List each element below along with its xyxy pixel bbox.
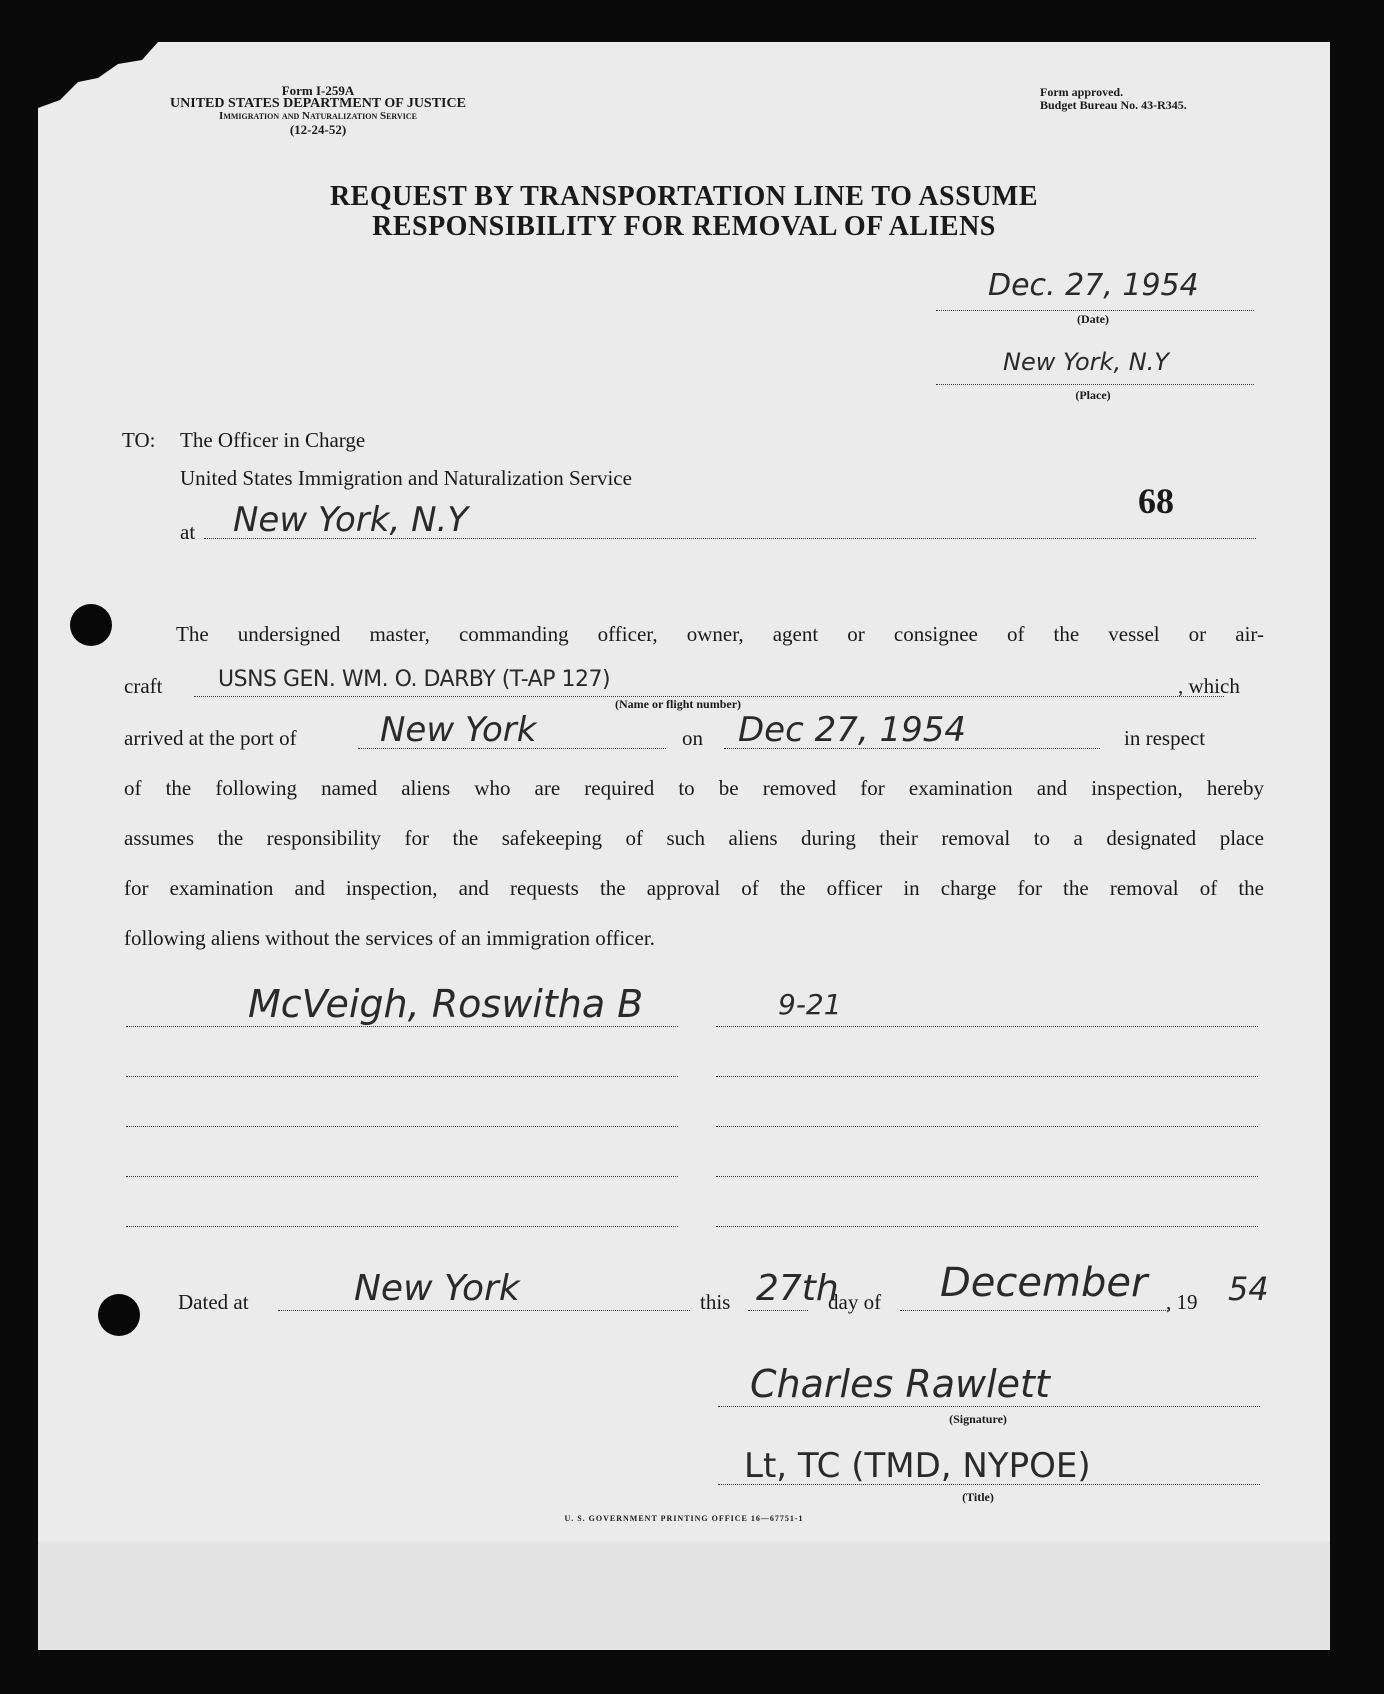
place-value[interactable]: New York, N.Y bbox=[1003, 348, 1169, 376]
paragraph-line-1: The undersigned master, commanding officer, owner, agent or consignee of the vessel or air- bbox=[176, 622, 1264, 646]
form-revision-date: (12-24-52) bbox=[289, 122, 347, 137]
paragraph-line-6: for examination and inspection, and requests the approval of the officer in charge for the removal of the bbox=[124, 876, 1264, 900]
paragraph-line-7: following aliens without the services of an immigration officer. bbox=[124, 926, 655, 950]
this-label: this bbox=[700, 1290, 731, 1314]
department-name: UNITED STATES DEPARTMENT OF JUSTICE bbox=[170, 96, 466, 111]
form-header-agency bbox=[118, 84, 518, 136]
alien-line-left bbox=[126, 1026, 678, 1027]
alien-line-right bbox=[716, 1226, 1258, 1227]
alien-note-1[interactable]: 9-21 bbox=[778, 988, 842, 1021]
alien-line-left bbox=[126, 1176, 678, 1177]
month-value[interactable]: December bbox=[940, 1260, 1148, 1306]
approval-line: Form approved. bbox=[1040, 85, 1124, 99]
alien-line-left bbox=[126, 1226, 678, 1227]
dated-at-label: Dated at bbox=[178, 1290, 249, 1314]
addressee-line-2: United States Immigration and Naturalization Service bbox=[180, 466, 632, 490]
form-title bbox=[38, 182, 1330, 242]
arrived-label: arrived at the port of bbox=[124, 726, 297, 750]
craft-caption: (Name or flight number) bbox=[614, 697, 742, 711]
punch-hole bbox=[70, 604, 112, 646]
date-value[interactable]: Dec. 27, 1954 bbox=[988, 268, 1199, 303]
place-line bbox=[936, 384, 1254, 385]
service-name: Immigration and Naturalization Service bbox=[219, 110, 417, 122]
to-label: TO: bbox=[122, 428, 156, 452]
officer-title-line bbox=[718, 1484, 1260, 1485]
form-page bbox=[38, 42, 1330, 1650]
form-number: Form I-259A bbox=[281, 83, 355, 98]
date-caption: (Date) bbox=[1077, 312, 1109, 326]
title-line-1: REQUEST BY TRANSPORTATION LINE TO ASSUME bbox=[329, 181, 1039, 212]
alien-line-right bbox=[716, 1076, 1258, 1077]
office-location-value[interactable]: New York, N.Y bbox=[233, 500, 469, 540]
alien-line-right bbox=[716, 1026, 1258, 1027]
scan-shading bbox=[38, 1542, 1330, 1650]
punch-hole bbox=[98, 1294, 140, 1336]
title-line-2: RESPONSIBILITY FOR REMOVAL OF ALIENS bbox=[372, 211, 996, 242]
on-label: on bbox=[682, 726, 703, 750]
paragraph-line-4: of the following named aliens who are required to be removed for examination and inspection, hereby bbox=[124, 776, 1264, 800]
port-line bbox=[358, 748, 666, 749]
month-line bbox=[900, 1310, 1170, 1311]
addressee-line-1: The Officer in Charge bbox=[180, 428, 366, 452]
at-label: at bbox=[180, 520, 196, 544]
place-caption: (Place) bbox=[1075, 388, 1111, 402]
alien-line-right bbox=[716, 1176, 1258, 1177]
office-location-line bbox=[204, 538, 1256, 539]
craft-name-value[interactable]: USNS GEN. WM. O. DARBY (T-AP 127) bbox=[218, 667, 611, 692]
alien-line-left bbox=[126, 1126, 678, 1127]
officer-title-value[interactable]: Lt, TC (TMD, NYPOE) bbox=[744, 1446, 1091, 1486]
craft-suffix: , which bbox=[1178, 674, 1240, 698]
alien-name-1[interactable]: McVeigh, Roswitha B bbox=[248, 982, 644, 1026]
printer-imprint: U. S. GOVERNMENT PRINTING OFFICE 16—67751-1 bbox=[564, 1514, 804, 1523]
year-prefix: , 19 bbox=[1166, 1290, 1198, 1314]
craft-label: craft bbox=[124, 674, 163, 698]
stamp-number: 68 bbox=[1138, 481, 1174, 521]
alien-line-left bbox=[126, 1076, 678, 1077]
officer-title-caption: (Title) bbox=[962, 1490, 994, 1504]
date-line bbox=[936, 310, 1254, 311]
signature-caption: (Signature) bbox=[949, 1412, 1007, 1426]
day-line bbox=[748, 1310, 808, 1311]
paragraph-line-5: assumes the responsibility for the safekeeping of such aliens during their removal to a designated place bbox=[124, 826, 1264, 850]
year-value[interactable]: 54 bbox=[1228, 1270, 1269, 1308]
form-approval bbox=[1040, 86, 1187, 112]
signature-value[interactable]: Charles Rawlett bbox=[750, 1362, 1050, 1406]
in-respect-label: in respect bbox=[1124, 726, 1206, 750]
day-of-label: day of bbox=[828, 1290, 882, 1314]
day-value[interactable]: 27th bbox=[756, 1268, 839, 1309]
alien-line-right bbox=[716, 1126, 1258, 1127]
arrival-date-line bbox=[724, 748, 1100, 749]
budget-bureau-number: Budget Bureau No. 43-R345. bbox=[1040, 98, 1187, 112]
port-value[interactable]: New York bbox=[380, 710, 537, 750]
dated-place-value[interactable]: New York bbox=[354, 1268, 520, 1309]
arrival-date-value[interactable]: Dec 27, 1954 bbox=[738, 710, 967, 750]
signature-line bbox=[718, 1406, 1260, 1407]
dated-place-line bbox=[278, 1310, 690, 1311]
